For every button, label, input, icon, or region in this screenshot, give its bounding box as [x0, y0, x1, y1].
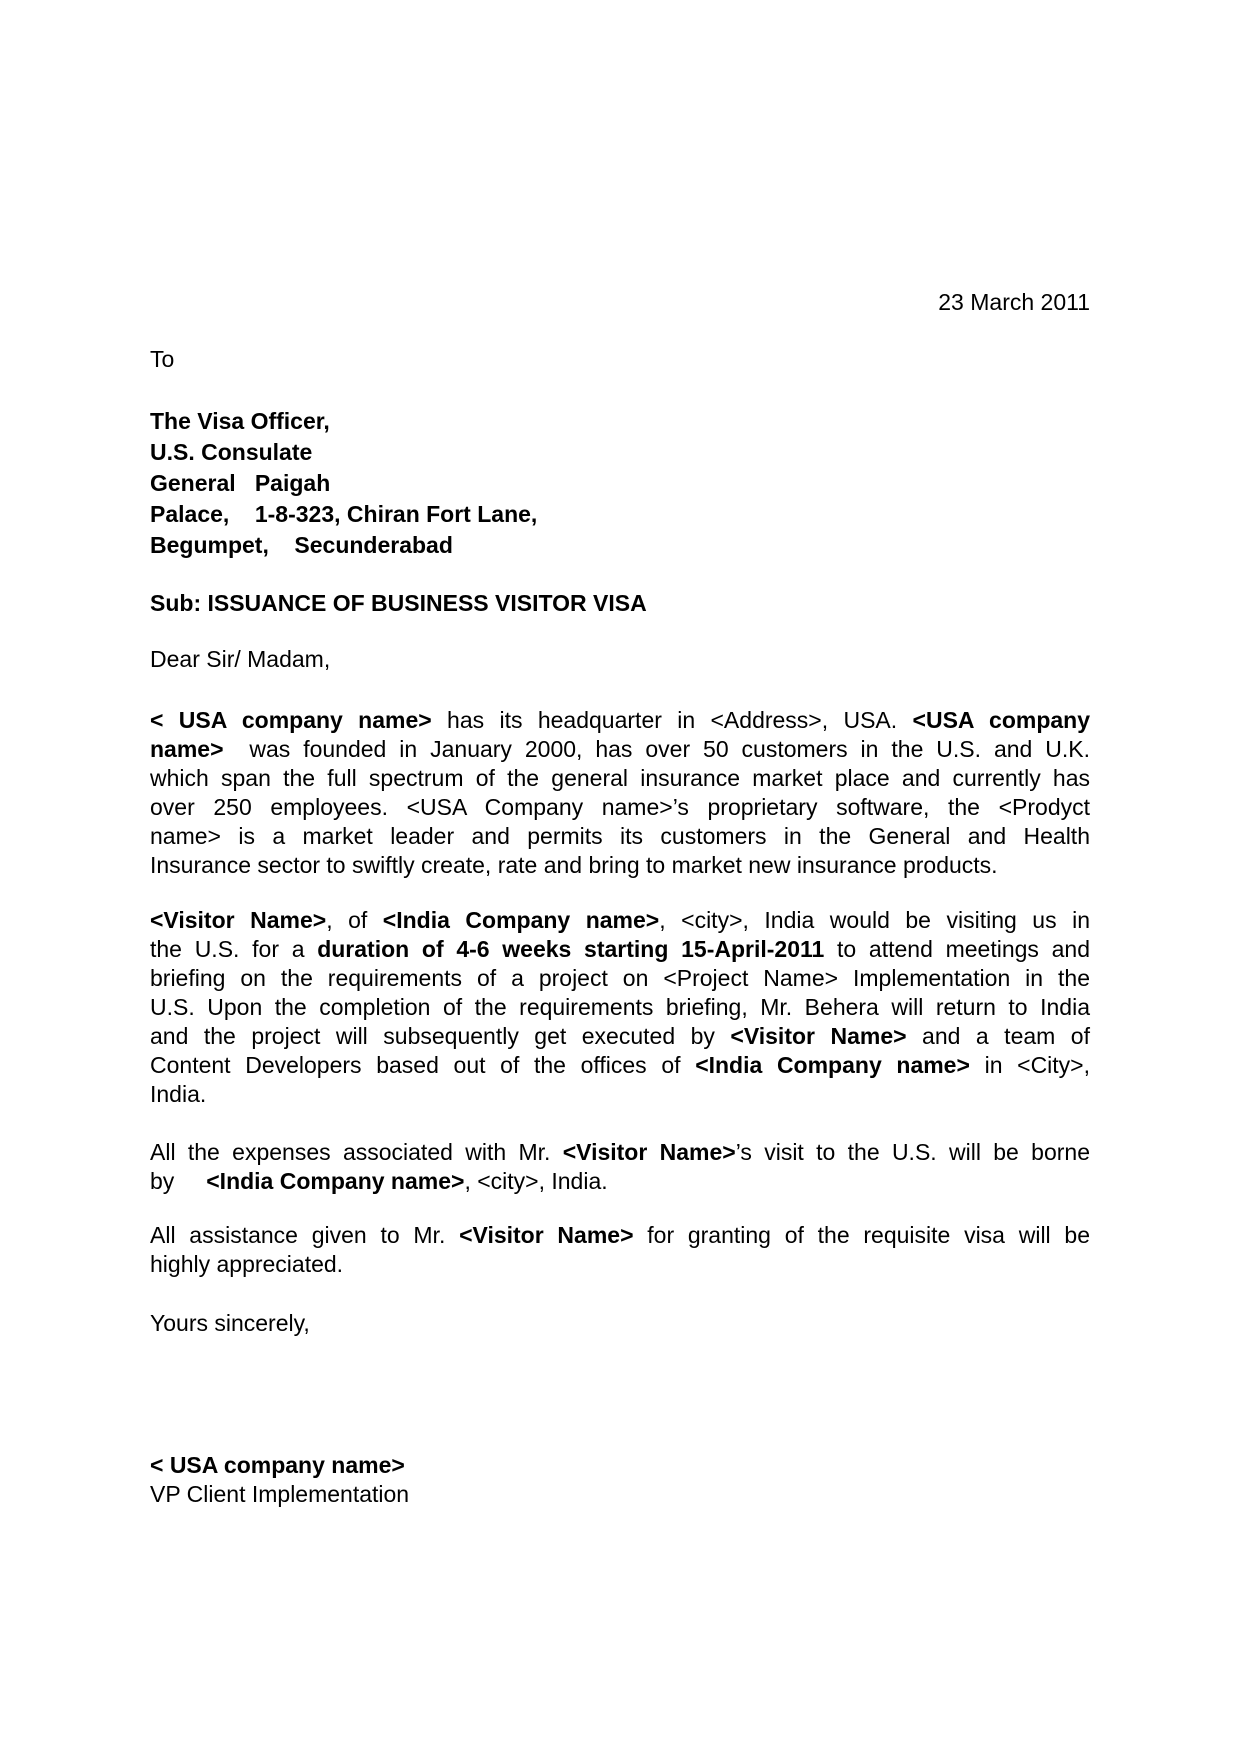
placeholder-bold-run: name>: [150, 736, 224, 762]
placeholder-bold-run: duration of 4-6 weeks starting 15-April-2011: [317, 936, 825, 962]
text-run: name> is a market leader and permits its customers in the General and Health: [150, 823, 1090, 849]
text-run: in <City>,: [969, 1052, 1091, 1078]
placeholder-bold-run: <India Company name>: [695, 1052, 970, 1078]
text-line: [150, 822, 1090, 851]
text-run: All the expenses associated with Mr.: [150, 1139, 563, 1165]
recipient-line: Begumpet, Secunderabad: [150, 532, 453, 558]
text-run: India.: [150, 1081, 207, 1107]
text-line: [150, 735, 1090, 764]
placeholder-bold-run: <Visitor Name>: [150, 907, 327, 933]
text-run: , of: [326, 907, 383, 933]
text-run: was founded in January 2000, has over 50 customers in the U.S. and U.K.: [223, 736, 1090, 762]
subject-line: Sub: ISSUANCE OF BUSINESS VISITOR VISA: [150, 590, 647, 616]
paragraph: [150, 706, 1090, 880]
text-run: which span the full spectrum of the general insurance market place and currently has: [150, 765, 1090, 791]
text-run: highly appreciated.: [150, 1251, 344, 1277]
text-line: [150, 706, 1090, 735]
text-line: [150, 1138, 1090, 1167]
recipient-line: U.S. Consulate: [150, 439, 313, 465]
text-run: over 250 employees. <USA Company name>’s proprietary software, the <Prodyct: [150, 794, 1090, 820]
text-run: and a team of: [906, 1023, 1090, 1049]
signature-company: < USA company name>: [150, 1452, 405, 1478]
text-line: [150, 1250, 1090, 1279]
text-run: briefing on the requirements of a project on <Project Name> Implementation in the: [150, 965, 1090, 991]
text-line: [150, 1221, 1090, 1250]
text-line: [150, 1051, 1090, 1080]
text-run: Content Developers based out of the offices of: [150, 1052, 696, 1078]
letter-date: 23 March 2011: [938, 289, 1090, 315]
text-run: Insurance sector to swiftly create, rate and bring to market new insurance products.: [150, 852, 998, 878]
text-line: [150, 851, 1090, 880]
text-run: has its headquarter in <Address>, USA.: [431, 707, 913, 733]
text-line: [150, 1167, 1090, 1196]
placeholder-bold-run: <Visitor Name>: [459, 1222, 634, 1248]
text-run: , <city>, India.: [464, 1168, 608, 1194]
signature-title: VP Client Implementation: [150, 1481, 410, 1507]
text-run: and the project will subsequently get executed by: [150, 1023, 731, 1049]
placeholder-bold-run: <India Company name>: [206, 1168, 465, 1194]
text-run: to attend meetings and: [824, 936, 1090, 962]
text-line: [150, 1080, 1090, 1109]
signature-block: [150, 1451, 1090, 1509]
recipient-address-block: [150, 406, 1090, 561]
paragraph: [150, 1138, 1090, 1196]
text-line: [150, 964, 1090, 993]
body-paragraphs: [150, 706, 1090, 1279]
text-line: [150, 906, 1090, 935]
text-run: ’s visit to the U.S. will be borne: [735, 1139, 1090, 1165]
greeting: Dear Sir/ Madam,: [150, 646, 331, 672]
text-line: [150, 793, 1090, 822]
recipient-line: General Paigah: [150, 470, 331, 496]
closing: Yours sincerely,: [150, 1310, 310, 1336]
placeholder-bold-run: < USA company name>: [150, 707, 432, 733]
text-run: , <city>, India would be visiting us in: [659, 907, 1091, 933]
text-line: [150, 935, 1090, 964]
text-line: [150, 764, 1090, 793]
text-run: All assistance given to Mr.: [150, 1222, 460, 1248]
placeholder-bold-run: <Visitor Name>: [730, 1023, 907, 1049]
placeholder-bold-run: <USA company: [912, 707, 1090, 733]
recipient-line: Palace, 1-8-323, Chiran Fort Lane,: [150, 501, 538, 527]
paragraph: [150, 906, 1090, 1109]
text-line: [150, 993, 1090, 1022]
text-run: for granting of the requisite visa will be: [633, 1222, 1090, 1248]
text-line: [150, 1022, 1090, 1051]
text-run: by: [150, 1168, 207, 1194]
recipient-line: The Visa Officer,: [150, 408, 330, 434]
text-run: the U.S. for a: [150, 936, 318, 962]
paragraph: [150, 1221, 1090, 1279]
to-label: To: [150, 346, 175, 372]
text-run: U.S. Upon the completion of the requirements briefing, Mr. Behera will return to India: [150, 994, 1090, 1020]
placeholder-bold-run: <India Company name>: [382, 907, 660, 933]
placeholder-bold-run: <Visitor Name>: [562, 1139, 736, 1165]
